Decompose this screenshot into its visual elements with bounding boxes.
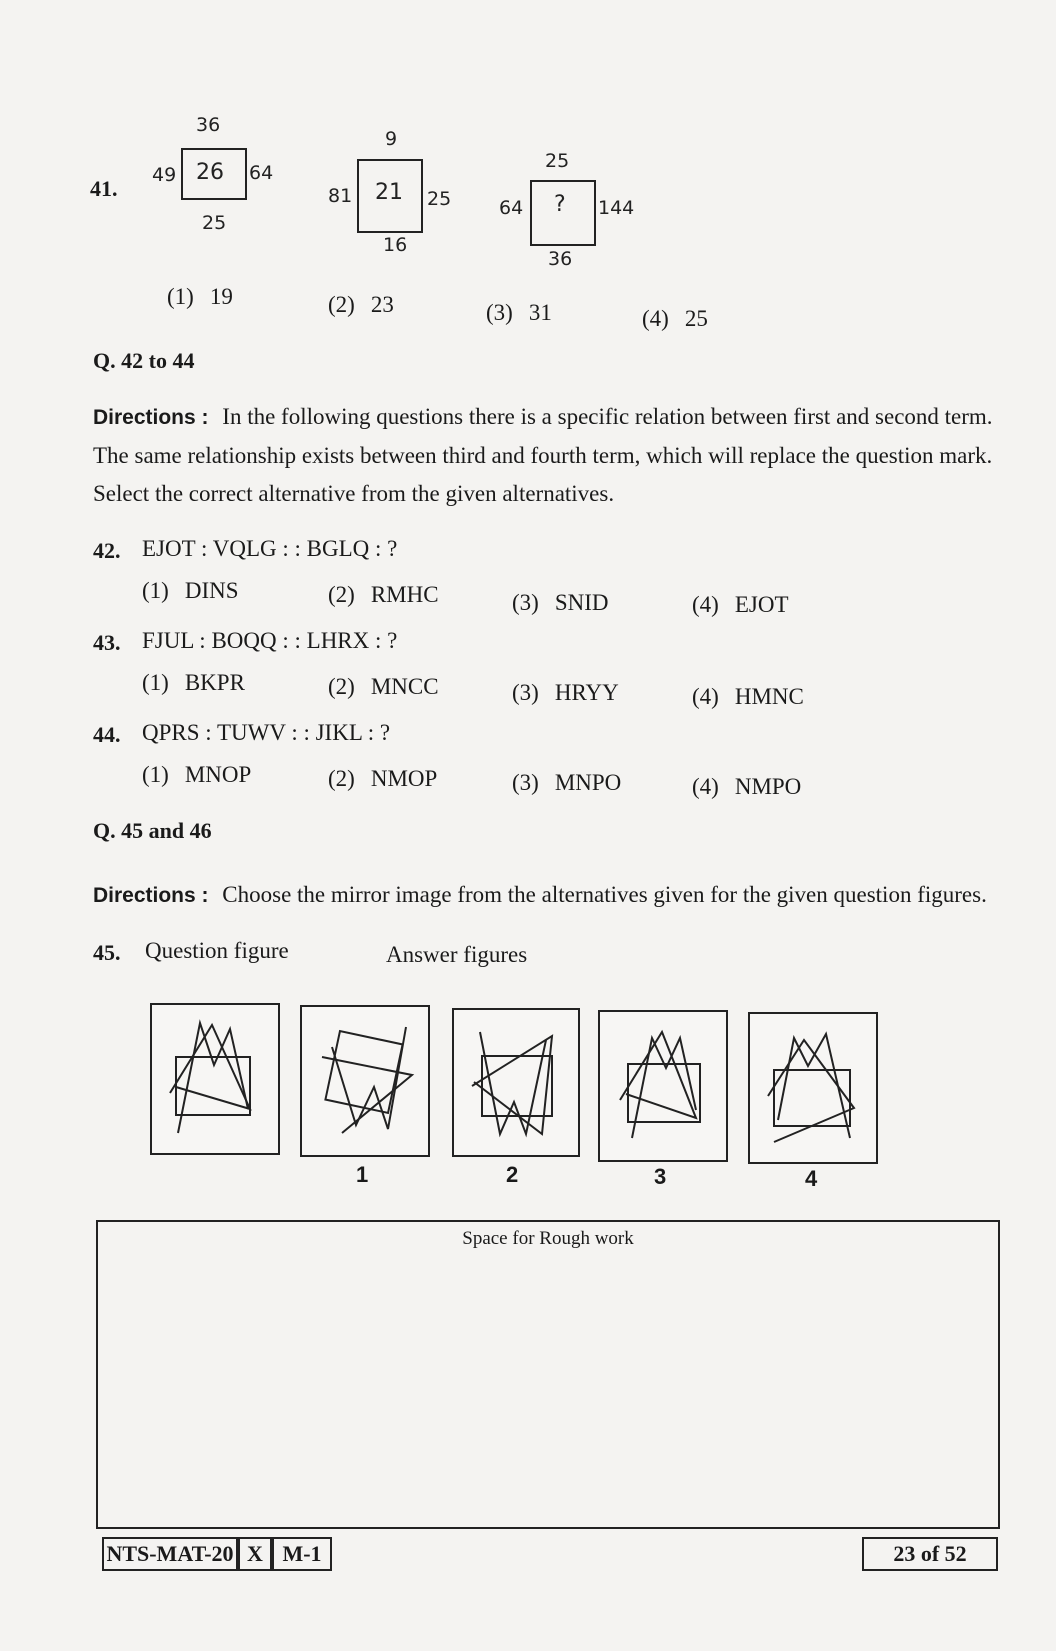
q42-option-4[interactable] xyxy=(692,592,789,618)
option-text: HRYY xyxy=(554,680,619,705)
question-figure xyxy=(150,1003,280,1155)
q43-option-4[interactable] xyxy=(692,684,804,710)
fig-zigzag xyxy=(178,1023,248,1133)
footer-exam-code: NTS-MAT-20 xyxy=(102,1537,238,1571)
puzzle-top-value: 9 xyxy=(385,128,398,150)
q42-option-3[interactable] xyxy=(512,590,609,616)
option-number: (2) xyxy=(328,766,355,791)
answer-figure-2-drawing xyxy=(454,1010,578,1155)
answer-figure-label-3: 3 xyxy=(654,1164,667,1189)
q42-option-1[interactable] xyxy=(142,578,239,604)
rough-work-title: Space for Rough work xyxy=(462,1228,634,1249)
puzzle-left-value: 49 xyxy=(152,164,177,186)
option-number: (2) xyxy=(328,582,355,607)
question-figure-drawing xyxy=(152,1005,278,1153)
answer-figure-4-drawing xyxy=(750,1014,876,1162)
option-number: (1) xyxy=(142,762,169,787)
option-text: EJOT xyxy=(734,592,789,617)
question-number-45: 45. xyxy=(93,940,121,965)
option-text: 25 xyxy=(684,306,708,331)
puzzle-right-value: 144 xyxy=(598,197,635,219)
question-number-44: 44. xyxy=(93,722,121,747)
puzzle-center-value: 21 xyxy=(375,180,403,205)
fig-rectangle xyxy=(628,1064,700,1122)
section-heading-q45-46: Q. 45 and 46 xyxy=(93,818,212,843)
answer-figure-label-2: 2 xyxy=(506,1162,519,1187)
option-number: (3) xyxy=(486,300,513,325)
footer-set: M-1 xyxy=(272,1537,332,1571)
puzzle-right-value: 25 xyxy=(427,188,452,210)
q43-option-1[interactable] xyxy=(142,670,245,696)
puzzle-center-value: ? xyxy=(554,192,566,217)
option-number: (4) xyxy=(692,592,719,617)
answer-figure-1-drawing xyxy=(302,1007,428,1155)
option-number: (1) xyxy=(142,578,169,603)
q44-option-1[interactable] xyxy=(142,762,251,788)
option-text: DINS xyxy=(184,578,239,603)
q44-option-2[interactable] xyxy=(328,766,437,792)
fig-triangle-lines xyxy=(620,1032,696,1118)
answer-figures-label: Answer figures xyxy=(386,942,528,967)
option-text: MNPO xyxy=(554,770,622,795)
option-text: HMNC xyxy=(734,684,804,709)
footer-page-number: 23 of 52 xyxy=(862,1537,998,1571)
option-text: MNCC xyxy=(370,674,439,699)
option-text: 19 xyxy=(209,284,233,309)
puzzle-bottom-value: 36 xyxy=(548,248,573,270)
puzzle-bottom-value: 25 xyxy=(202,212,227,234)
option-text: MNOP xyxy=(184,762,252,787)
directions-text: In the following questions there is a specific relation between first and second term. The same relationship exists between third and fourth term, which will replace the question mark. Select the correct alternative from the given alternatives. xyxy=(93,404,993,506)
answer-figure-label-4: 4 xyxy=(805,1166,818,1191)
option-text: SNID xyxy=(554,590,609,615)
option-number: (4) xyxy=(642,306,669,331)
question-text-42: EJOT : VQLG : : BGLQ : ? xyxy=(142,536,398,561)
directions-q45-46 xyxy=(93,876,1013,915)
option-number: (4) xyxy=(692,774,719,799)
answer-figure-1[interactable] xyxy=(300,1005,430,1157)
option-number: (3) xyxy=(512,680,539,705)
q44-option-3[interactable] xyxy=(512,770,621,796)
footer-class: X xyxy=(238,1537,272,1571)
option-number: (2) xyxy=(328,674,355,699)
q41-option-1[interactable] xyxy=(167,284,233,310)
answer-figure-3-drawing xyxy=(600,1012,726,1160)
option-number: (4) xyxy=(692,684,719,709)
option-text: 31 xyxy=(528,300,552,325)
question-number-42: 42. xyxy=(93,538,121,563)
option-number: (3) xyxy=(512,770,539,795)
puzzle-right-value: 64 xyxy=(249,162,274,184)
answer-figure-label-1: 1 xyxy=(356,1162,369,1187)
puzzle-top-value: 36 xyxy=(196,114,221,136)
q44-option-4[interactable] xyxy=(692,774,801,800)
answer-figure-4[interactable] xyxy=(748,1012,878,1164)
fig-zigzag xyxy=(480,1032,546,1134)
option-text: BKPR xyxy=(184,670,245,695)
option-text: NMOP xyxy=(370,766,438,791)
directions-label: Directions : xyxy=(93,406,209,429)
question-figure-label: Question figure xyxy=(145,938,289,963)
answer-figure-3[interactable] xyxy=(598,1010,728,1162)
rough-work-area[interactable] xyxy=(96,1220,1000,1529)
section-heading-q42-44: Q. 42 to 44 xyxy=(93,348,195,373)
puzzle-left-value: 64 xyxy=(499,197,524,219)
answer-figure-2[interactable] xyxy=(452,1008,580,1157)
puzzle-left-value: 81 xyxy=(328,185,353,207)
option-number: (2) xyxy=(328,292,355,317)
q43-option-3[interactable] xyxy=(512,680,619,706)
directions-q42-44 xyxy=(93,398,993,513)
q41-option-2[interactable] xyxy=(328,292,394,318)
puzzle-center-value: 26 xyxy=(196,160,224,185)
option-text: 23 xyxy=(370,292,394,317)
fig-zigzag xyxy=(778,1034,850,1138)
q41-option-4[interactable] xyxy=(642,306,708,332)
directions-label: Directions : xyxy=(93,884,209,907)
option-text: NMPO xyxy=(734,774,802,799)
directions-text: Choose the mirror image from the alternatives given for the given question figures. xyxy=(222,882,987,907)
question-number-43: 43. xyxy=(93,630,121,655)
option-number: (3) xyxy=(512,590,539,615)
fig-rectangle xyxy=(325,1031,402,1113)
option-text: RMHC xyxy=(370,582,439,607)
q42-option-2[interactable] xyxy=(328,582,439,608)
question-text-44: QPRS : TUWV : : JIKL : ? xyxy=(142,720,391,745)
option-number: (1) xyxy=(142,670,169,695)
puzzle-top-value: 25 xyxy=(545,150,570,172)
q41-option-3[interactable] xyxy=(486,300,552,326)
question-number-41: 41. xyxy=(90,176,118,201)
question-text-43: FJUL : BOQQ : : LHRX : ? xyxy=(142,628,398,653)
q43-option-2[interactable] xyxy=(328,674,439,700)
puzzle-bottom-value: 16 xyxy=(383,234,408,256)
option-number: (1) xyxy=(167,284,194,309)
